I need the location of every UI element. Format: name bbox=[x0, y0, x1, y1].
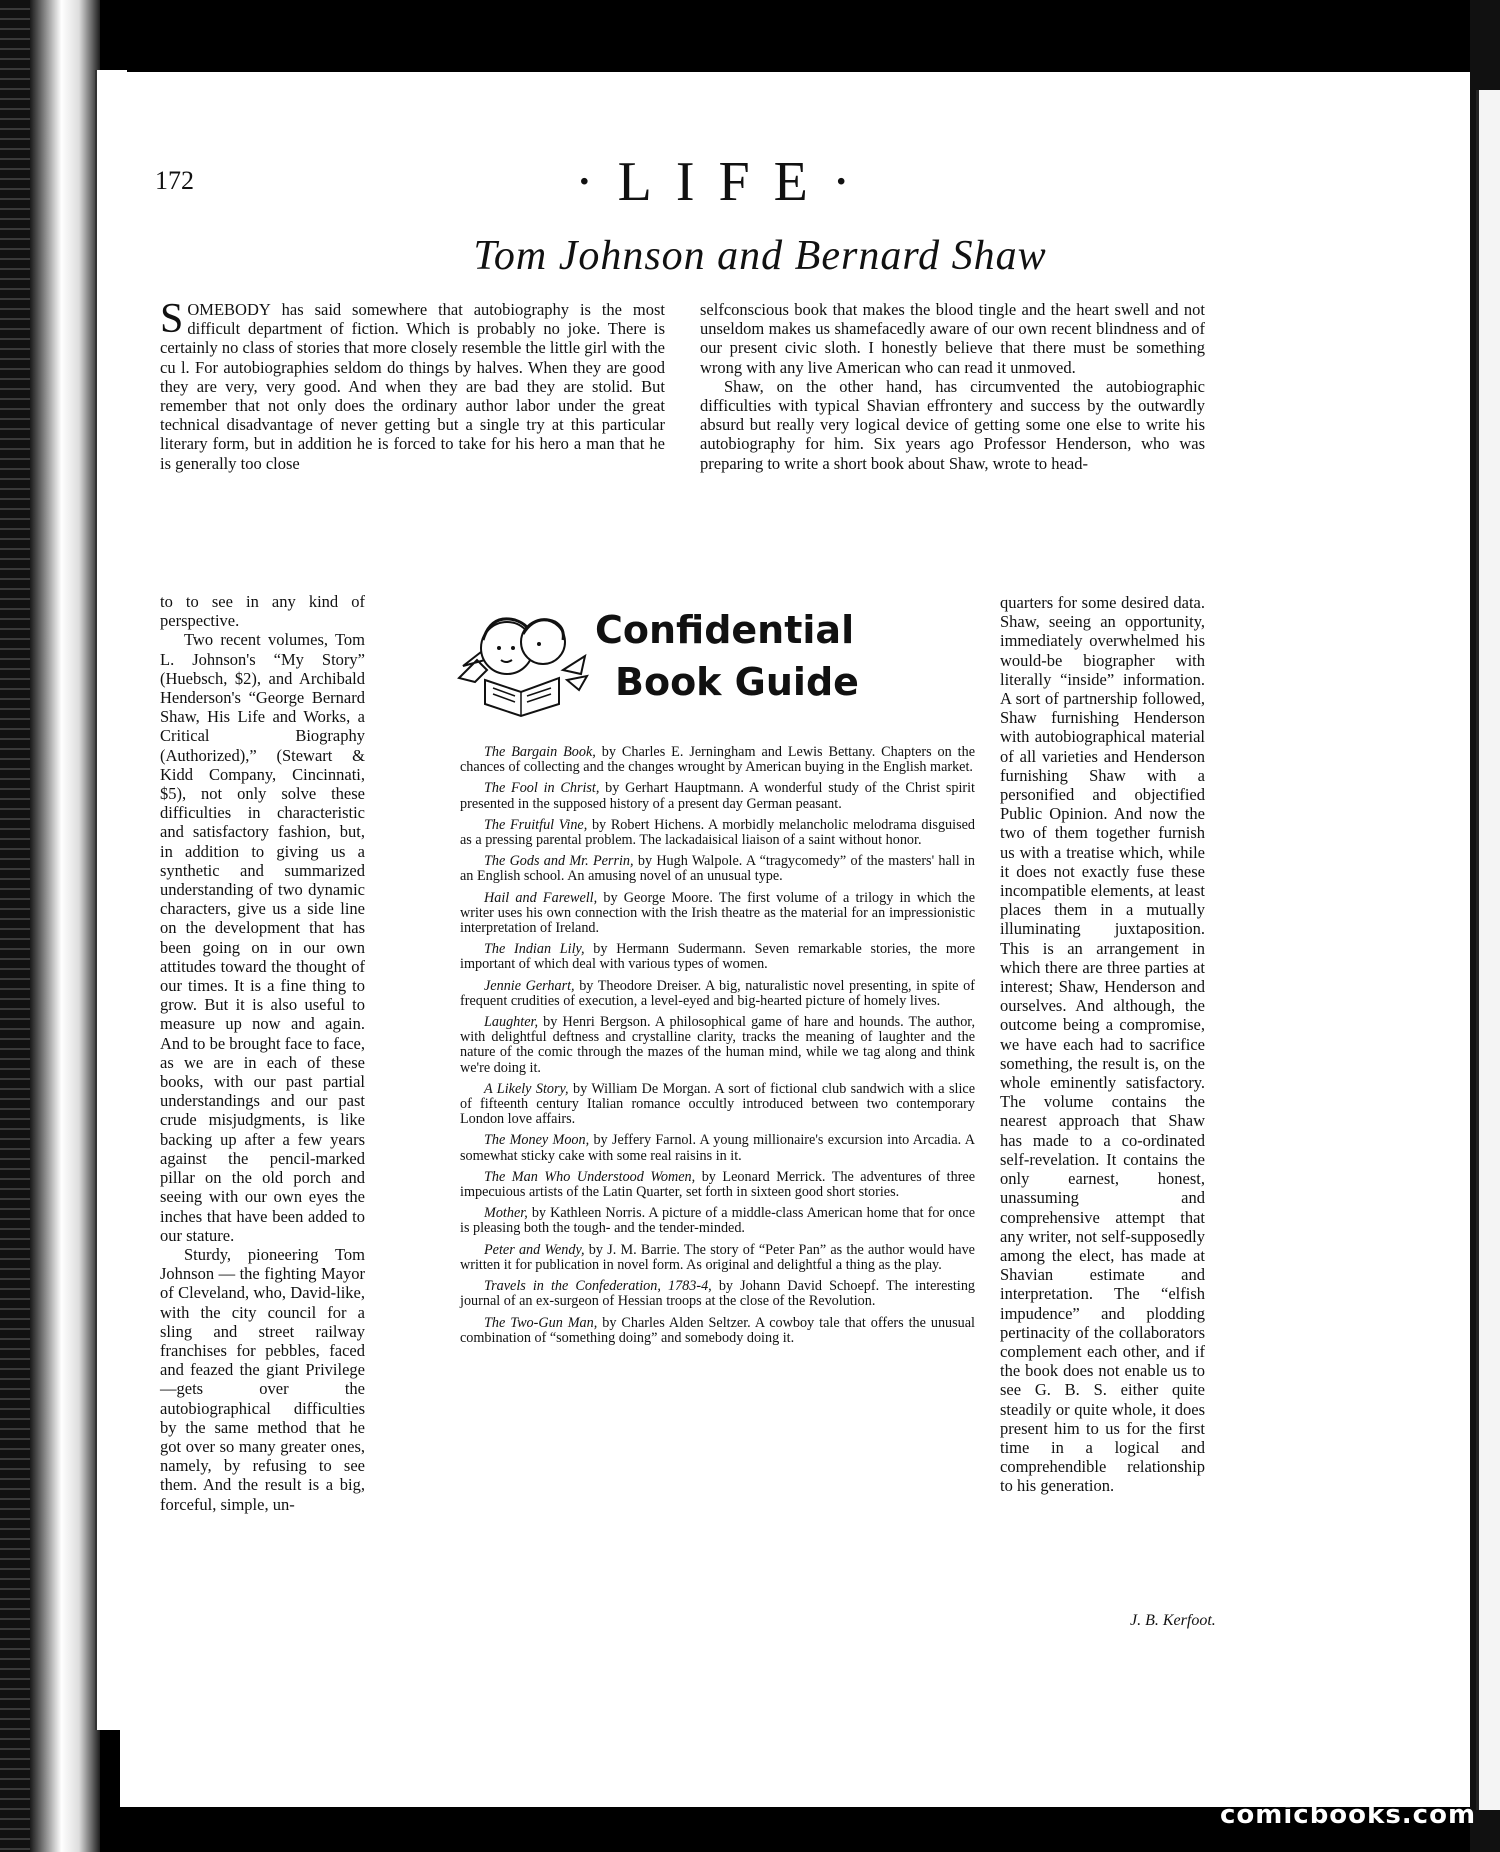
book-description: by Gerhart Hauptmann. A wonderful study of the Christ spirit presented in the supposed history of a present day German peasant. bbox=[460, 780, 975, 812]
book-title: The Fruitful Vine, bbox=[484, 816, 588, 833]
page-number: 172 bbox=[155, 166, 194, 195]
book-description: by J. M. Barrie. The story of “Peter Pan” as the author would have written it for publication in novel form. As original and delightful a thing as the play. bbox=[460, 1241, 975, 1273]
book-description: by Hugh Walpole. A “tragycomedy” of the masters' hall in an English school. An amusing novel of an unusual type. bbox=[460, 853, 975, 885]
book-description: by Henri Bergson. A philosophical game of hare and hounds. The author, with delightful deftness and crystalline clarity, tracks the meaning of laughter and the nature of the comic through the mazes of the human mind, while we tag along and think we're doing it. bbox=[460, 1014, 975, 1076]
book-title: A Likely Story, bbox=[484, 1080, 569, 1097]
book-title: The Money Moon, bbox=[484, 1132, 590, 1149]
left-column bbox=[160, 592, 365, 1514]
book-title: Peter and Wendy, bbox=[484, 1241, 585, 1258]
book-guide-entry bbox=[460, 1082, 975, 1128]
book-guide-entry bbox=[460, 781, 975, 811]
book-title: The Gods and Mr. Perrin, bbox=[484, 853, 634, 870]
book-description: by William De Morgan. A sort of fictional club sandwich with a slice of fifteenth century Italian romance occultly introduced between two contemporary London love affairs. bbox=[460, 1080, 975, 1128]
book-title: The Fool in Christ, bbox=[484, 780, 600, 797]
article-title: Tom Johnson and Bernard Shaw bbox=[473, 233, 1047, 279]
book-spine bbox=[30, 0, 100, 1852]
book-title: Laughter, bbox=[484, 1014, 538, 1031]
book-description: by Charles Alden Seltzer. A cowboy tale that offers the unusual combination of “something doing” and somebody doing it. bbox=[460, 1314, 975, 1346]
book-guide-list bbox=[460, 745, 975, 1352]
book-description: by Leonard Merrick. The adventures of three impecuious artists of the Latin Quarter, set forth in sixteen good short stories. bbox=[460, 1168, 975, 1201]
book-guide-entry bbox=[460, 1015, 975, 1076]
book-title: Travels in the Confederation, 1783-4, bbox=[484, 1278, 712, 1295]
book-description: by Theodore Dreiser. A big, naturalistic novel presenting, in spite of frequent crudities of execution, a level-eyed and big-hearted picture of homely lives. bbox=[460, 977, 975, 1009]
book-guide-header bbox=[455, 600, 985, 730]
intro-left-column bbox=[160, 296, 665, 473]
left-column-paragraph-1: Two recent volumes, Tom L. Johnson's “My Story” (Huebsch, $2), and Archibald Henderson's “George Bernard Shaw, His Life and Works, a Critical Biography (Authorized),” (Stewart & Kidd Company, Cincinnati, $5), not only solve these difficulties in characteristic and satisfactory fashion, but, in addition to giving us a synthetic and summarized understanding of two dynamic characters, give us a side line on the development that has been going on in our own attitudes toward the thought of our times. It is a fine thing to grow. But it is also useful to measure up now and again. And to be brought face to face, as we are in each of these books, with our past partial understandings and our past crude misjudgments, is like backing up after a few years against the pencil-marked pillar on the old porch and seeing with our own eyes the inches that have been added to our stature. bbox=[160, 630, 365, 1245]
intro-right-column bbox=[700, 300, 1205, 473]
watermark-logo: comicbooks.com bbox=[1220, 1800, 1477, 1830]
book-title: The Man Who Understood Women, bbox=[484, 1168, 696, 1185]
intro-right-paragraph-2: Shaw, on the other hand, has circumvented the autobiographic difficulties with typical Shavian effrontery and success by the outwardly absurd but really very logical device of getting some one else to write his autobiography for him. Six years ago Professor Henderson, who was preparing to write a short book about Shaw, wrote to head- bbox=[700, 376, 1205, 473]
book-guide-entry bbox=[460, 745, 975, 775]
book-guide-entry bbox=[460, 979, 975, 1009]
book-title: The Bargain Book, bbox=[484, 744, 596, 760]
book-guide-entry bbox=[460, 891, 975, 937]
book-guide-entry bbox=[460, 1170, 975, 1200]
book-title: Hail and Farewell, bbox=[484, 889, 598, 906]
book-title: The Indian Lily, bbox=[484, 941, 585, 958]
book-description: by George Moore. The first volume of a trilogy in which the writer uses his own connection with the Irish theatre as the material for an impressionistic interpretation of Ireland. bbox=[460, 889, 975, 937]
book-description: by Charles E. Jerningham and Lewis Bettany. Chapters on the chances of collecting and the changes wrought by American buying in the English market. bbox=[460, 744, 975, 776]
intro-first-word: OMEBODY bbox=[187, 300, 271, 319]
right-column-paragraph: quarters for some desired data. Shaw, seeing an opportunity, immediately overwhelmed his would-be biographer with literally “inside” information. A sort of partnership followed, Shaw furnishing Henderson with autobiographical material of all varieties and Henderson furnishing Shaw with a personified and objectified Public Opinion. And now the two of them together furnish us with a treatise which, while it does not exactly fuse these incompatible elements, at least places them in a mutually illuminating juxtaposition. This is an arrangement in which there are three parties at interest; Shaw, Henderson and ourselves. And although, the outcome being a compromise, we have each had to sacrifice something, the result is, on the whole eminently satisfactory. The volume contains the nearest approach that Shaw has made to a co-ordinated self-revelation. It contains the only earnest, honest, unassuming and comprehensive attempt that any writer, not self-supposedly among the elect, has made at Shavian estimate and interpretation. The “elfish impudence” and plodding pertinacity of the collaborators complement each other, and if the book does not enable us to see G. B. S. either quite steadily or quite whole, it does present him to us for the first time in a logical and comprehendible relationship to his generation. bbox=[1000, 593, 1205, 1496]
book-title: Mother, bbox=[484, 1205, 528, 1222]
book-guide-entry bbox=[460, 854, 975, 884]
right-column bbox=[1000, 593, 1205, 1496]
masthead-title: ·LIFE· bbox=[575, 151, 875, 213]
book-guide-title-line-2: Book Guide bbox=[615, 660, 859, 704]
author-signature: J. B. Kerfoot. bbox=[1130, 1612, 1216, 1629]
book-guide-entry bbox=[460, 818, 975, 848]
book-guide-entry bbox=[460, 1133, 975, 1163]
cherubs-reading-illustration bbox=[455, 600, 590, 725]
book-title: Jennie Gerhart, bbox=[484, 977, 575, 994]
book-title: The Two-Gun Man, bbox=[484, 1314, 598, 1331]
book-guide-entry bbox=[460, 1243, 975, 1273]
book-description: by Johann David Schoepf. The interesting journal of an ex-surgeon of Hessian troops at the close of the Revolution. bbox=[460, 1278, 976, 1310]
book-description: by Jeffery Farnol. A young millionaire's excursion into Arcadia. A somewhat sticky cake with some real raisins in it. bbox=[460, 1132, 975, 1164]
book-guide-entry bbox=[460, 1206, 975, 1236]
left-column-paragraph-2: Sturdy, pioneering Tom Johnson — the fighting Mayor of Cleveland, who, David-like, with the city council for a sling and street railway franchises for pebbles, faced and feazed the giant Privilege —gets over the autobiographical difficulties by the same method that he got over so many greater ones, namely, by refusing to see them. And the result is a big, forceful, simple, un- bbox=[160, 1244, 365, 1514]
scan-border-left bbox=[0, 0, 30, 1852]
book-guide-entry bbox=[460, 1316, 975, 1346]
book-guide-entry bbox=[460, 1279, 975, 1309]
next-page-edge bbox=[1476, 90, 1500, 1810]
drop-cap: S bbox=[160, 296, 184, 342]
intro-right-paragraph-1: selfconscious book that makes the blood tingle and the heart swell and not unseldom makes us shamefacedly aware of our own recent blindness and of our present civic sloth. I honestly believe that there must be something wrong with any live American who can read it unmoved. bbox=[700, 300, 1205, 377]
left-column-paragraph-0: to to see in any kind of perspective. bbox=[160, 592, 365, 631]
book-description: by Robert Hichens. A morbidly melancholic melodrama disguised as a pressing parental problem. The lackadaisical liaison of a saint without honor. bbox=[460, 816, 975, 849]
book-guide-title bbox=[595, 604, 859, 708]
book-description: by Hermann Sudermann. Seven remarkable stories, the more important of which deal with various types of women. bbox=[460, 941, 975, 973]
book-guide-entry bbox=[460, 942, 975, 972]
book-guide-title-line-1: Confidential bbox=[595, 608, 855, 652]
intro-left-text: has said somewhere that autobiography is the most difficult department of fiction. Which is probably no joke. There is certainly no class of stories that more closely resemble the little girl with the cu l. For autobiographies seldom do things by halves. When they are good they are very, very good. And when they are bad they are stolid. But remember that not only does the ordinary author labor under the great technical disadvantage of never getting but a single try at this particular literary form, but in addition he is forced to take for his hero a man that he is generally too close bbox=[160, 300, 665, 473]
book-description: by Kathleen Norris. A picture of a middle-class American home that for once is pleasing both the tough- and the tender-minded. bbox=[460, 1205, 975, 1237]
